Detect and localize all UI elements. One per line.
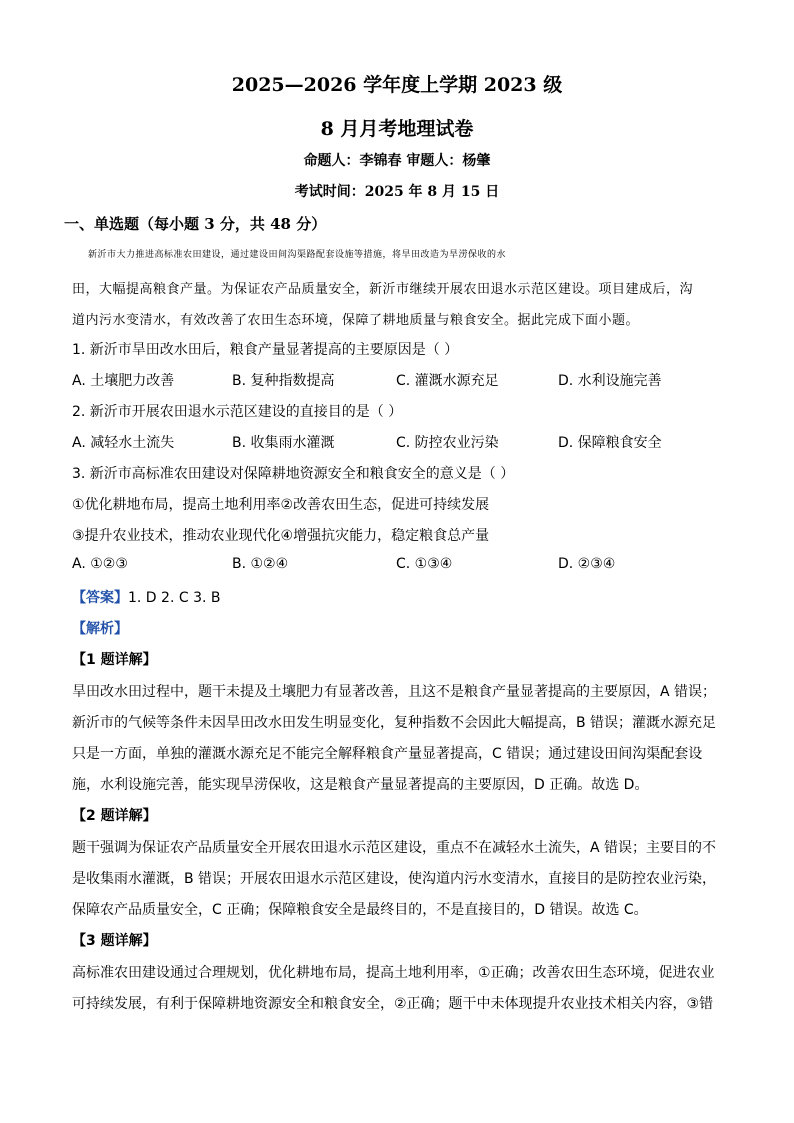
question-2-option-b: B. 收集雨水灌溉 <box>232 435 335 451</box>
section-heading: 一、单选题（每小题 3 分，共 48 分） <box>64 215 327 233</box>
question-1-option-c: C. 灌溉水源充足 <box>396 373 499 389</box>
question-2-stem: 2. 新沂市开展农田退水示范区建设的直接目的是（ ） <box>72 404 403 420</box>
question-3-statements-1: ①优化耕地布局，提高土地利用率②改善农田生态，促进可持续发展 <box>72 497 490 513</box>
question-2-option-d: D. 保障粮食安全 <box>558 435 662 451</box>
detail-3-line: 高标准农田建设通过合理规划，优化耕地布局，提高土地利用率，①正确；改善农田生态环境，促进农业 <box>72 965 715 981</box>
analysis-tag: 【解析】 <box>72 621 128 637</box>
question-2-option-c: C. 防控农业污染 <box>396 435 499 451</box>
detail-2-heading: 【2 题详解】 <box>72 808 157 824</box>
answer-line <box>72 587 220 607</box>
analysis-line <box>72 618 128 638</box>
detail-1-line: 施，水利设施完善，能实现旱涝保收，这是粮食产量显著提高的主要原因，D 正确。故选 D。 <box>72 777 649 793</box>
detail-1-line: 旱田改水田过程中，题干未提及土壤肥力有显著改善，且这不是粮食产量显著提高的主要原因，A 错误； <box>72 684 717 700</box>
detail-3-heading: 【3 题详解】 <box>72 933 157 949</box>
exam-title-line1: 2025—2026 学年度上学期 2023 级 <box>231 74 563 96</box>
question-1-stem: 1. 新沂市旱田改水田后，粮食产量显著提高的主要原因是（ ） <box>72 342 459 358</box>
question-3-option-d: D. ②③④ <box>558 556 616 572</box>
exam-authors: 命题人：李锦春 审题人：杨肇 <box>303 153 491 169</box>
exam-title-line2: 8 月月考地理试卷 <box>320 118 474 140</box>
question-1-option-b: B. 复种指数提高 <box>232 373 335 389</box>
question-1-option-d: D. 水利设施完善 <box>558 373 662 389</box>
detail-1-line: 只是一方面，单独的灌溉水源充足不能完全解释粮食产量显著提高，C 错误；通过建设田间沟渠配套设 <box>72 746 703 762</box>
detail-1-heading: 【1 题详解】 <box>72 652 157 668</box>
question-3-option-c: C. ①③④ <box>396 556 453 572</box>
detail-3-line: 可持续发展，有利于保障耕地资源安全和粮食安全，②正确；题干中未体现提升农业技术相关内容，③错 <box>72 996 714 1012</box>
detail-2-line: 是收集雨水灌溉，B 错误；开展农田退水示范区建设，使沟道内污水变清水，直接目的是防控农业污染， <box>72 871 717 887</box>
detail-1-line: 新沂市的气候等条件未因旱田改水田发生明显变化，复种指数不会因此大幅提高，B 错误；灌溉水源充足 <box>72 715 717 731</box>
question-3-option-a: A. ①②③ <box>72 556 128 572</box>
passage-line: 田，大幅提高粮食产量。为保证农产品质量安全，新沂市继续开展农田退水示范区建设。项目建成后，沟 <box>72 282 694 297</box>
question-3-statements-2: ③提升农业技术，推动农业现代化④增强抗灾能力，稳定粮食总产量 <box>72 528 490 544</box>
detail-2-line: 保障农产品质量安全，C 正确；保障粮食安全是最终目的，不是直接目的，D 错误。故选 C。 <box>72 902 648 918</box>
passage-line: 新沂市大力推进高标准农田建设，通过建设田间沟渠路配套设施等措施，将旱田改造为旱涝保收的水 <box>88 250 507 260</box>
passage-line: 道内污水变清水，有效改善了农田生态环境，保障了耕地质量与粮食安全。据此完成下面小题。 <box>72 313 640 328</box>
question-3-option-b: B. ①②④ <box>232 556 289 572</box>
detail-2-line: 题干强调为保证农产品质量安全开展农田退水示范区建设，重点不在减轻水土流失，A 错误；主要目的不 <box>72 840 717 856</box>
answer-text: 1. D 2. C 3. B <box>128 590 221 606</box>
answer-tag: 【答案】 <box>72 590 128 606</box>
question-1-option-a: A. 土壤肥力改善 <box>72 373 175 389</box>
question-2-option-a: A. 减轻水土流失 <box>72 435 175 451</box>
exam-time: 考试时间：2025 年 8 月 15 日 <box>294 184 500 200</box>
question-3-stem: 3. 新沂市高标准农田建设对保障耕地资源安全和粮食安全的意义是（ ） <box>72 466 515 482</box>
